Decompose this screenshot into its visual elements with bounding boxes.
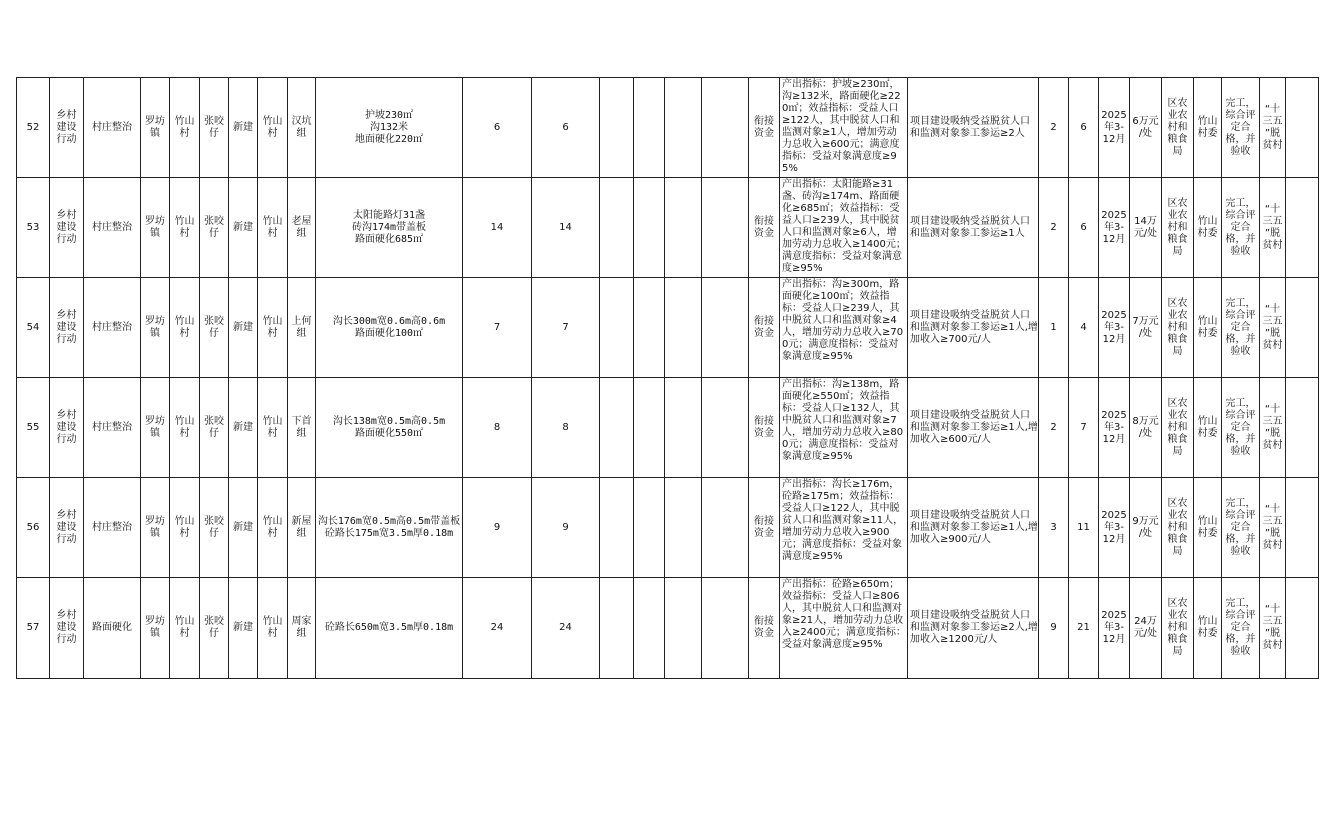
construction-nature-cell: 新建 — [229, 378, 258, 478]
total-investment-cell: 7 — [463, 278, 532, 378]
total-investment-cell: 14 — [463, 178, 532, 278]
fund-source-cell: 衔接 资金 — [749, 178, 780, 278]
town-cell: 罗坊 镇 — [141, 78, 170, 178]
beneficiary-count-1-cell: 2 — [1039, 78, 1069, 178]
table-row — [17, 278, 1319, 378]
beneficiary-count-2-cell: 7 — [1069, 378, 1099, 478]
project-type-cell: 路面硬化 — [84, 578, 141, 679]
project-owner-cell: 竹山 村委 — [1194, 378, 1222, 478]
project-owner-cell: 竹山 村委 — [1194, 78, 1222, 178]
fund-amount-cell: 24 — [532, 578, 600, 679]
beneficiary-count-1-cell: 9 — [1039, 578, 1069, 679]
town-cell: 罗坊 镇 — [141, 278, 170, 378]
subsidy-standard-cell: 24万 元/处 — [1130, 578, 1162, 679]
village-cell: 竹山 村 — [170, 478, 200, 578]
beneficiary-count-2-cell: 6 — [1069, 78, 1099, 178]
town-cell: 罗坊 镇 — [141, 378, 170, 478]
natural-village-cell: 张咬 仔 — [200, 578, 229, 679]
village-cell: 竹山 村 — [170, 578, 200, 679]
empty-cell — [634, 378, 665, 478]
project-type-cell: 村庄整治 — [84, 278, 141, 378]
remark-cell: “十 三五 ”脱 贫村 — [1260, 378, 1286, 478]
benefit-mechanism-cell: 项目建设吸纳受益脱贫人口和监测对象参工参运≥2人 — [908, 78, 1039, 178]
group-cell: 老屋 组 — [288, 178, 316, 278]
fund-source-cell: 衔接 资金 — [749, 278, 780, 378]
row-number-cell: 56 — [17, 478, 50, 578]
empty-cell — [665, 178, 702, 278]
acceptance-standard-cell: 完工， 综合评 定合 格，并 验收 — [1222, 78, 1260, 178]
implementation-period-cell: 2025 年3- 12月 — [1099, 578, 1130, 679]
beneficiary-count-1-cell: 1 — [1039, 278, 1069, 378]
natural-village-cell: 张咬 仔 — [200, 78, 229, 178]
empty-cell — [1286, 78, 1319, 178]
subsidy-standard-cell: 7万元 /处 — [1130, 278, 1162, 378]
remark-cell: “十 三五 ”脱 贫村 — [1260, 178, 1286, 278]
indicator-text: 产出指标：沟≥138m，路面硬化≥550㎡；效益指标：受益人口≥132人，其中脱贫人口和监测对象≥7人，增加劳动力总收入≥800元；满意度指标：受益对象满意度≥95% — [782, 379, 904, 462]
empty-cell — [634, 478, 665, 578]
subsidy-standard-cell: 6万元 /处 — [1130, 78, 1162, 178]
implementation-period-cell: 2025 年3- 12月 — [1099, 178, 1130, 278]
beneficiary-count-1-cell: 3 — [1039, 478, 1069, 578]
indicator-text: 产出指标：太阳能路≥31盏、砖沟≥174m、路面硬化≥685㎡；效益指标：受益人口≥239人，其中脱贫人口和监测对象≥6人，增加劳动力总收入≥1400元；满意度指标：受益对象满意度≥95% — [782, 179, 906, 274]
acceptance-standard-cell: 完工， 综合评 定合 格，并 验收 — [1222, 478, 1260, 578]
performance-indicators-cell — [780, 78, 908, 178]
project-type-cell: 村庄整治 — [84, 478, 141, 578]
benefit-mechanism-cell: 项目建设吸纳受益脱贫人口和监测对象参工参运≥1人 — [908, 178, 1039, 278]
empty-cell — [1286, 478, 1319, 578]
performance-indicators-cell — [780, 478, 908, 578]
category-cell: 乡村 建设 行动 — [50, 178, 84, 278]
beneficiary-count-2-cell: 4 — [1069, 278, 1099, 378]
natural-village-cell: 张咬 仔 — [200, 278, 229, 378]
town-cell: 罗坊 镇 — [141, 578, 170, 679]
performance-indicators-cell — [780, 178, 908, 278]
acceptance-standard-cell: 完工， 综合评 定合 格，并 验收 — [1222, 178, 1260, 278]
fund-source-cell: 衔接 资金 — [749, 478, 780, 578]
supervising-department-cell: 区农 业农 村和 粮食 局 — [1162, 578, 1194, 679]
village-2-cell: 竹山 村 — [258, 578, 288, 679]
empty-cell — [1286, 178, 1319, 278]
empty-cell — [634, 578, 665, 679]
empty-cell — [634, 178, 665, 278]
remark-cell: “十 三五 ”脱 贫村 — [1260, 278, 1286, 378]
village-cell: 竹山 村 — [170, 278, 200, 378]
implementation-period-cell: 2025 年3- 12月 — [1099, 478, 1130, 578]
town-cell: 罗坊 镇 — [141, 178, 170, 278]
construction-nature-cell: 新建 — [229, 78, 258, 178]
table-row — [17, 178, 1319, 278]
empty-cell — [665, 578, 702, 679]
supervising-department-cell: 区农 业农 村和 粮食 局 — [1162, 78, 1194, 178]
village-2-cell: 竹山 村 — [258, 378, 288, 478]
natural-village-cell: 张咬 仔 — [200, 478, 229, 578]
acceptance-standard-cell: 完工， 综合评 定合 格，并 验收 — [1222, 278, 1260, 378]
project-type-cell: 村庄整治 — [84, 178, 141, 278]
fund-amount-cell: 9 — [532, 478, 600, 578]
empty-cell — [665, 478, 702, 578]
group-cell: 下首 组 — [288, 378, 316, 478]
table-row — [17, 578, 1319, 679]
subsidy-standard-cell: 9万元 /处 — [1130, 478, 1162, 578]
empty-cell — [665, 78, 702, 178]
indicator-text: 产出指标：沟长≥176m，砼路≥175m；效益指标：受益人口≥122人，其中脱贫人口和监测对象≥11人，增加劳动力总收入≥900元；满意度指标：受益对象满意度≥95% — [782, 479, 904, 562]
construction-content-cell: 太阳能路灯31盏 砖沟174m带盖板 路面硬化685㎡ — [316, 178, 463, 278]
empty-cell — [600, 378, 634, 478]
empty-cell — [600, 578, 634, 679]
implementation-period-cell: 2025 年3- 12月 — [1099, 78, 1130, 178]
category-cell: 乡村 建设 行动 — [50, 78, 84, 178]
fund-amount-cell: 6 — [532, 78, 600, 178]
beneficiary-count-1-cell: 2 — [1039, 378, 1069, 478]
acceptance-standard-cell: 完工， 综合评 定合 格，并 验收 — [1222, 378, 1260, 478]
row-number-cell: 52 — [17, 78, 50, 178]
performance-indicators-cell — [780, 378, 908, 478]
acceptance-standard-cell: 完工， 综合评 定合 格，并 验收 — [1222, 578, 1260, 679]
group-cell: 新屋 组 — [288, 478, 316, 578]
group-cell: 上何 组 — [288, 278, 316, 378]
village-2-cell: 竹山 村 — [258, 178, 288, 278]
village-2-cell: 竹山 村 — [258, 78, 288, 178]
beneficiary-count-1-cell: 2 — [1039, 178, 1069, 278]
subsidy-standard-cell: 14万 元/处 — [1130, 178, 1162, 278]
project-type-cell: 村庄整治 — [84, 78, 141, 178]
supervising-department-cell: 区农 业农 村和 粮食 局 — [1162, 178, 1194, 278]
fund-source-cell: 衔接 资金 — [749, 78, 780, 178]
empty-cell — [1286, 278, 1319, 378]
category-cell: 乡村 建设 行动 — [50, 278, 84, 378]
empty-cell — [1286, 578, 1319, 679]
village-2-cell: 竹山 村 — [258, 478, 288, 578]
empty-cell — [702, 478, 749, 578]
category-cell: 乡村 建设 行动 — [50, 478, 84, 578]
performance-indicators-cell — [780, 578, 908, 679]
total-investment-cell: 8 — [463, 378, 532, 478]
town-cell: 罗坊 镇 — [141, 478, 170, 578]
supervising-department-cell: 区农 业农 村和 粮食 局 — [1162, 278, 1194, 378]
village-cell: 竹山 村 — [170, 178, 200, 278]
empty-cell — [702, 578, 749, 679]
indicator-text: 产出指标：护坡≥230㎡，沟≥132米，路面硬化≥220㎡；效益指标：受益人口≥122人，其中脱贫人口和监测对象≥1人，增加劳动力总收入≥600元；满意度指标：受益对象满意度≥95% — [782, 79, 901, 174]
village-cell: 竹山 村 — [170, 78, 200, 178]
beneficiary-count-2-cell: 6 — [1069, 178, 1099, 278]
fund-amount-cell: 14 — [532, 178, 600, 278]
supervising-department-cell: 区农 业农 村和 粮食 局 — [1162, 378, 1194, 478]
empty-cell — [702, 178, 749, 278]
row-number-cell: 55 — [17, 378, 50, 478]
construction-content-cell: 沟长138m宽0.5m高0.5m 路面硬化550㎡ — [316, 378, 463, 478]
empty-cell — [665, 278, 702, 378]
empty-cell — [634, 278, 665, 378]
supervising-department-cell: 区农 业农 村和 粮食 局 — [1162, 478, 1194, 578]
benefit-mechanism-cell: 项目建设吸纳受益脱贫人口和监测对象参工参运≥2人,增加收入≥1200元/人 — [908, 578, 1039, 679]
project-owner-cell: 竹山 村委 — [1194, 178, 1222, 278]
beneficiary-count-2-cell: 11 — [1069, 478, 1099, 578]
construction-nature-cell: 新建 — [229, 278, 258, 378]
table-row — [17, 478, 1319, 578]
project-owner-cell: 竹山 村委 — [1194, 578, 1222, 679]
village-2-cell: 竹山 村 — [258, 278, 288, 378]
empty-cell — [600, 478, 634, 578]
empty-cell — [702, 78, 749, 178]
empty-cell — [634, 78, 665, 178]
benefit-mechanism-cell: 项目建设吸纳受益脱贫人口和监测对象参工参运≥1人,增加收入≥600元/人 — [908, 378, 1039, 478]
performance-indicators-cell — [780, 278, 908, 378]
construction-nature-cell: 新建 — [229, 578, 258, 679]
implementation-period-cell: 2025 年3- 12月 — [1099, 278, 1130, 378]
natural-village-cell: 张咬 仔 — [200, 178, 229, 278]
benefit-mechanism-cell: 项目建设吸纳受益脱贫人口和监测对象参工参运≥1人,增加收入≥700元/人 — [908, 278, 1039, 378]
beneficiary-count-2-cell: 21 — [1069, 578, 1099, 679]
empty-cell — [665, 378, 702, 478]
subsidy-standard-cell: 8万元 /处 — [1130, 378, 1162, 478]
construction-content-cell: 砼路长650m宽3.5m厚0.18m — [316, 578, 463, 679]
empty-cell — [600, 78, 634, 178]
total-investment-cell: 6 — [463, 78, 532, 178]
construction-nature-cell: 新建 — [229, 478, 258, 578]
implementation-period-cell: 2025 年3- 12月 — [1099, 378, 1130, 478]
group-cell: 周家 组 — [288, 578, 316, 679]
fund-amount-cell: 8 — [532, 378, 600, 478]
row-number-cell: 54 — [17, 278, 50, 378]
project-owner-cell: 竹山 村委 — [1194, 278, 1222, 378]
project-table — [16, 77, 1319, 679]
remark-cell: “十 三五 ”脱 贫村 — [1260, 78, 1286, 178]
empty-cell — [600, 178, 634, 278]
table-row — [17, 378, 1319, 478]
empty-cell — [1286, 378, 1319, 478]
fund-source-cell: 衔接 资金 — [749, 578, 780, 679]
fund-amount-cell: 7 — [532, 278, 600, 378]
table-row — [17, 78, 1319, 178]
indicator-text: 产出指标：砼路≥650m；效益指标：受益人口≥806人，其中脱贫人口和监测对象≥21人，增加劳动力总收入≥2400元；满意度指标：受益对象满意度≥95% — [782, 579, 906, 650]
remark-cell: “十 三五 ”脱 贫村 — [1260, 478, 1286, 578]
category-cell: 乡村 建设 行动 — [50, 378, 84, 478]
row-number-cell: 57 — [17, 578, 50, 679]
construction-nature-cell: 新建 — [229, 178, 258, 278]
total-investment-cell: 24 — [463, 578, 532, 679]
group-cell: 汉坑 组 — [288, 78, 316, 178]
project-type-cell: 村庄整治 — [84, 378, 141, 478]
construction-content-cell: 沟长300m宽0.6m高0.6m 路面硬化100㎡ — [316, 278, 463, 378]
construction-content-cell: 沟长176m宽0.5m高0.5m带盖板 砼路长175m宽3.5m厚0.18m — [316, 478, 463, 578]
fund-source-cell: 衔接 资金 — [749, 378, 780, 478]
table-body — [17, 78, 1319, 679]
row-number-cell: 53 — [17, 178, 50, 278]
village-cell: 竹山 村 — [170, 378, 200, 478]
construction-content-cell: 护坡230㎡ 沟132米 地面硬化220㎡ — [316, 78, 463, 178]
empty-cell — [600, 278, 634, 378]
empty-cell — [702, 378, 749, 478]
indicator-text: 产出指标：沟≥300m，路面硬化≥100㎡；效益指标：受益人口≥239人，其中脱贫人口和监测对象≥4人，增加劳动力总收入≥700元；满意度指标：受益对象满意度≥95% — [782, 279, 904, 362]
remark-cell: “十 三五 ”脱 贫村 — [1260, 578, 1286, 679]
empty-cell — [702, 278, 749, 378]
category-cell: 乡村 建设 行动 — [50, 578, 84, 679]
natural-village-cell: 张咬 仔 — [200, 378, 229, 478]
project-owner-cell: 竹山 村委 — [1194, 478, 1222, 578]
total-investment-cell: 9 — [463, 478, 532, 578]
benefit-mechanism-cell: 项目建设吸纳受益脱贫人口和监测对象参工参运≥1人,增加收入≥900元/人 — [908, 478, 1039, 578]
